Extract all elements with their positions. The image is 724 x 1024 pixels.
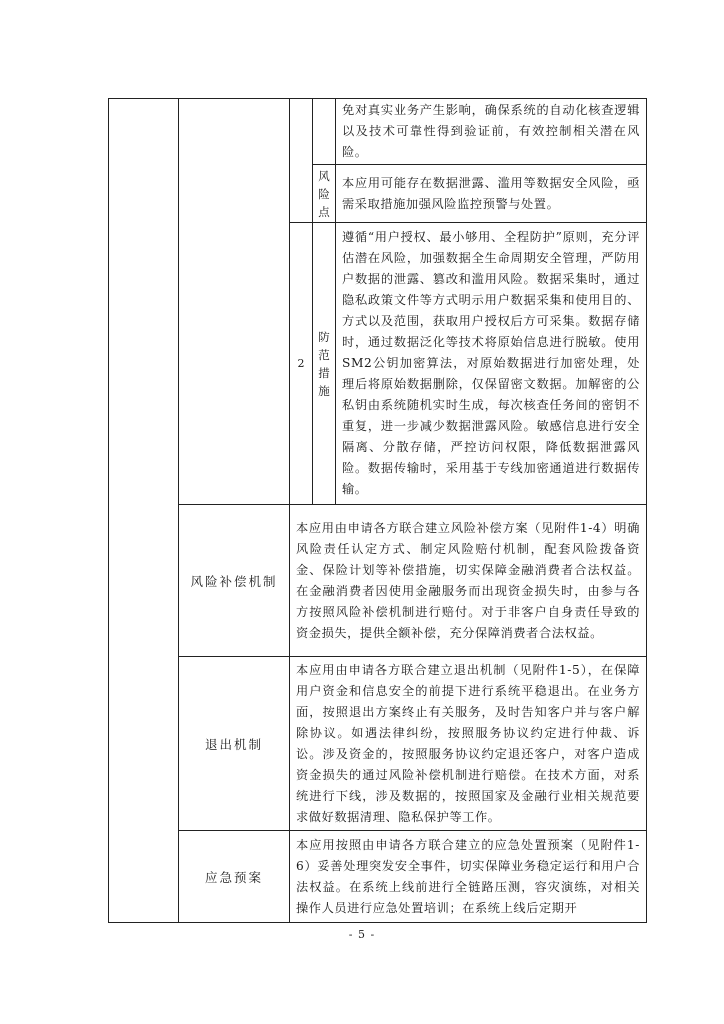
exit-label-cell xyxy=(179,657,290,831)
emergency-text-cell xyxy=(290,831,647,923)
prevention-text: 遵循“用户授权、最小够用、全程防护”原则，充分评估潜在风险，加强数据全生命周期安全管理，严防用户数据的泄露、篡改和滥用风险。数据采集时，通过隐私政策文件等方式明示用户数据采集和使用目的、方式以及范围，获取用户授权后方可采集。数据存储时，通过数据泛化等技术将原始信息进行脱敏。使用SM2公钥加密算法，对原始数据进行加密处理，处理后将原始数据删除，仅保留密文数据。加解密的公私钥由系统随机实时生成，每次核查任务间的密钥不重复，进一步减少数据泄露风险。敏感信息进行安全隔离、分散存储，严控访问权限，降低数据泄露风险。数据传输时，采用基于专线加密通道进行数据传输。 xyxy=(342,230,640,496)
index-cell xyxy=(290,223,313,505)
risk-point-text-cell xyxy=(336,165,647,223)
category-cell xyxy=(179,99,290,505)
prevention-text-cell xyxy=(336,223,647,505)
item-number: 2 xyxy=(297,357,305,370)
exit-text: 本应用由申请各方联合建立退出机制（见附件1-5），在保障用户资金和信息安全的前提下进行系统平稳退出。在业务方面，按照退出方案终止有关服务，及时告知客户并与客户解除协议。如遇法律纠纷，按照服务协议约定进行仲裁、诉讼。涉及资金的，按照服务协议约定退还客户，对客户造成资金损失的通过风险补偿机制进行赔偿。在技术方面，对系统进行下线，涉及数据的，按照国家及金融行业相关规范要求做好数据清理、隐私保护等工作。 xyxy=(296,662,640,824)
table-row xyxy=(109,831,647,923)
emergency-text: 本应用按照由申请各方联合建立的应急处置预案（见附件1-6）妥善处理突发安全事件，切实保障业务稳定运行和用户合法权益。在系统上线前进行全链路压测，容灾演练，对相关操作人员进行应急处置培训；在系统上线后定期开 xyxy=(296,837,640,915)
emergency-label-cell xyxy=(179,831,290,923)
compensation-label-cell xyxy=(179,505,290,657)
index-cell-blank xyxy=(290,99,313,223)
table-row xyxy=(109,505,647,657)
risk-point-text: 本应用可能存在数据泄露、滥用等数据安全风险，亟需采取措施加强风险监控预警与处置。 xyxy=(342,175,640,211)
prevention-label: 防范措施 xyxy=(318,329,330,398)
prevention-label-cell xyxy=(313,223,336,505)
exit-text-cell xyxy=(290,657,647,831)
risk-point-label: 风险点 xyxy=(318,168,330,219)
page-number: - 5 - xyxy=(348,928,376,941)
document-table xyxy=(108,98,647,923)
table-row xyxy=(109,99,647,165)
sublabel-cell-blank xyxy=(313,99,336,165)
continuation-text-cell xyxy=(336,99,647,165)
compensation-text: 本应用由申请各方联合建立风险补偿方案（见附件1-4）明确风险责任认定方式、制定风险赔付机制，配套风险拨备资金、保险计划等补偿措施，切实保障金融消费者合法权益。在金融消费者因使用金融服务而出现资金损失时，由参与各方按照风险补偿机制进行赔付。对于非客户自身责任导致的资金损失，提供全额补偿，充分保障消费者合法权益。 xyxy=(296,520,640,640)
exit-label: 退出机制 xyxy=(204,736,263,752)
compensation-label: 风险补偿机制 xyxy=(190,573,278,589)
risk-point-label-cell xyxy=(313,165,336,223)
emergency-label: 应急预案 xyxy=(204,869,263,885)
table-row xyxy=(109,657,647,831)
outer-category-cell xyxy=(109,99,179,923)
compensation-text-cell xyxy=(290,505,647,657)
continuation-text: 免对真实业务产生影响，确保系统的自动化核查逻辑以及技术可靠性得到验证前，有效控制相关潜在风险。 xyxy=(342,103,640,159)
